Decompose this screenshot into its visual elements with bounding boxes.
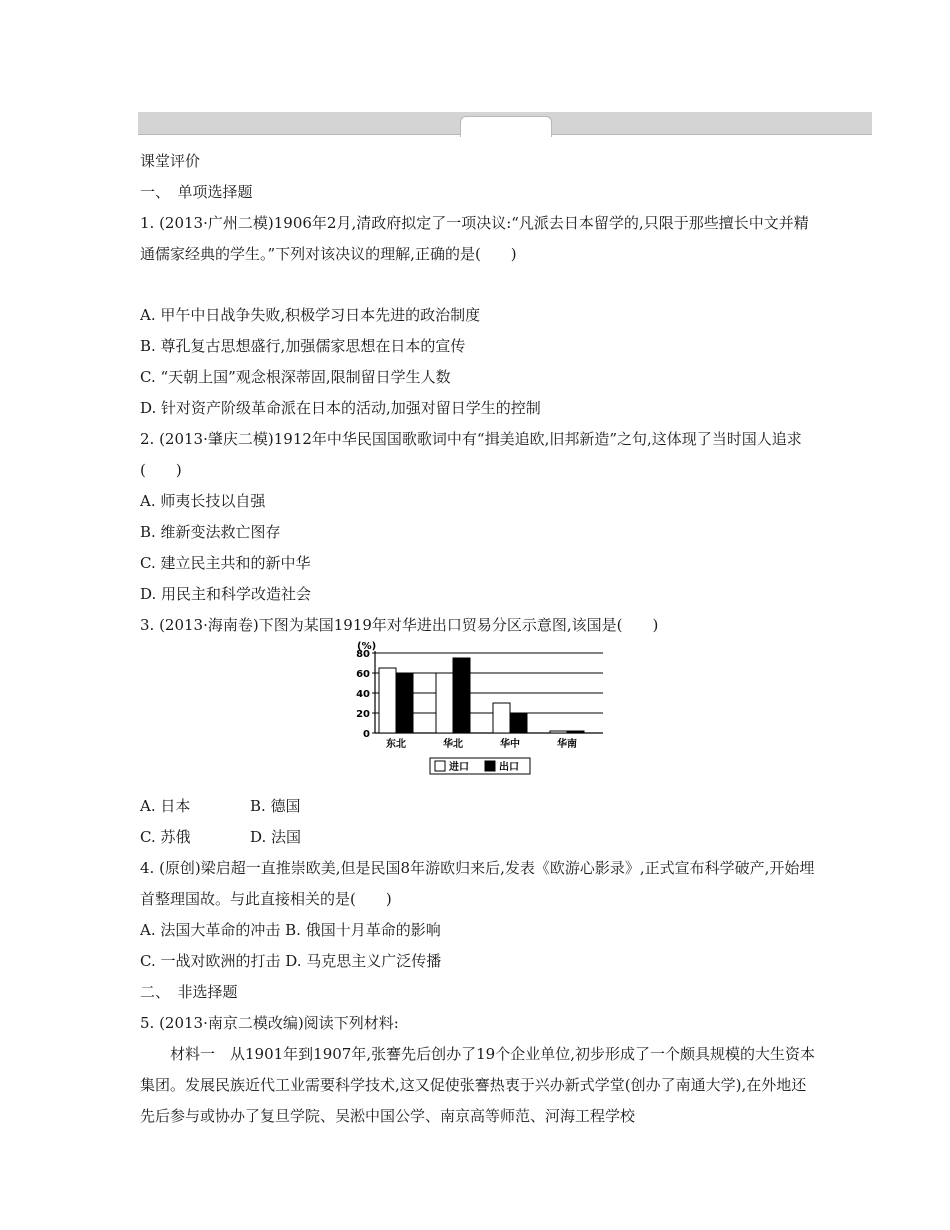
- trade-chart-container: [140, 641, 820, 791]
- q4-option-a: A. 法国大革命的冲击: [140, 921, 281, 939]
- part2-title: 二、 非选择题: [140, 983, 238, 1001]
- legend-label-进口: 进口: [449, 762, 469, 773]
- q2-option-a: A. 师夷长技以自强: [140, 492, 266, 510]
- bar-东北-进口: [379, 668, 396, 733]
- q1-option-d: D. 针对资产阶级革命派在日本的活动,加强对留日学生的控制: [140, 399, 541, 417]
- y-axis-label: (%): [357, 641, 377, 652]
- q2-option-b: B. 维新变法救亡图存: [140, 523, 281, 541]
- q5-text: 5. (2013·南京二模改编)阅读下列材料:: [140, 1014, 399, 1032]
- header-tab: [460, 116, 552, 137]
- q4-option-b: B. 俄国十月革命的影响: [285, 921, 441, 939]
- y-tick-label-0: 0: [363, 729, 370, 740]
- q1-option-c: C. “天朝上国”观念根深蒂固,限制留日学生人数: [140, 368, 451, 386]
- q5-material: 材料一 从1901年到1907年,张謇先后创办了19个企业单位,初步形成了一个颇具规模的大生资本集团。发展民族近代工业需要科学技术,这又促使张謇热衷于兴办新式学堂(创办了南通大学),在外地还先后参与或协办了复旦学院、吴淞中国公学、南京高等师范、河海工程学校: [140, 1045, 815, 1125]
- legend-label-出口: 出口: [499, 762, 519, 773]
- bar-华中-进口: [493, 703, 510, 733]
- x-tick-label-2: 华中: [500, 739, 520, 750]
- q2-option-d: D. 用民主和科学改造社会: [140, 585, 312, 603]
- q2-option-c: C. 建立民主共和的新中华: [140, 554, 311, 572]
- q3-option-b: B. 德国: [250, 797, 301, 815]
- y-tick-label-80: 80: [356, 649, 370, 660]
- q1-option-b: B. 尊孔复古思想盛行,加强儒家思想在日本的宣传: [140, 337, 466, 355]
- q4-text: 4. (原创)梁启超一直推崇欧美,但是民国8年游欧归来后,发表《欧游心影录》,正式宣布科学破产,开始埋首整理国故。与此直接相关的是( ): [140, 859, 815, 908]
- bar-华北-出口: [453, 658, 470, 733]
- legend-swatch-出口: [485, 761, 495, 771]
- q2-text: 2. (2013·肇庆二模)1912年中华民国国歌歌词中有“揖美追欧,旧邦新造”之句,这体现了当时国人追求( ): [140, 430, 802, 479]
- x-tick-label-0: 东北: [386, 739, 406, 750]
- bar-华中-出口: [510, 713, 527, 733]
- q4-option-d: D. 马克思主义广泛传播: [285, 952, 442, 970]
- section-title: 课堂评价: [140, 152, 201, 170]
- bar-华南-进口: [550, 731, 567, 733]
- q3-option-a: A. 日本: [140, 797, 191, 815]
- x-tick-label-1: 华北: [443, 739, 463, 750]
- q4-option-c: C. 一战对欧洲的打击: [140, 952, 281, 970]
- q3-option-d: D. 法国: [250, 828, 302, 846]
- trade-bar-chart: [345, 641, 615, 786]
- y-tick-label-40: 40: [356, 689, 370, 700]
- q3-option-c: C. 苏俄: [140, 828, 191, 846]
- y-tick-label-60: 60: [356, 669, 370, 680]
- q1-text: 1. (2013·广州二模)1906年2月,清政府拟定了一项决议:“凡派去日本留学的,只限于那些擅长中文并精通儒家经典的学生。”下列对该决议的理解,正确的是( ): [140, 214, 809, 263]
- x-tick-label-3: 华南: [557, 739, 577, 750]
- document-body: [140, 146, 820, 1132]
- q1-option-a: A. 甲午中日战争失败,积极学习日本先进的政治制度: [140, 306, 481, 324]
- q3-text: 3. (2013·海南卷)下图为某国1919年对华进出口贸易分区示意图,该国是( ): [140, 616, 659, 634]
- bar-东北-出口: [396, 673, 413, 733]
- bar-华南-出口: [567, 731, 584, 733]
- bar-华北-进口: [436, 673, 453, 733]
- legend-swatch-进口: [435, 761, 445, 771]
- part1-title: 一、 单项选择题: [140, 183, 253, 201]
- y-tick-label-20: 20: [356, 709, 370, 720]
